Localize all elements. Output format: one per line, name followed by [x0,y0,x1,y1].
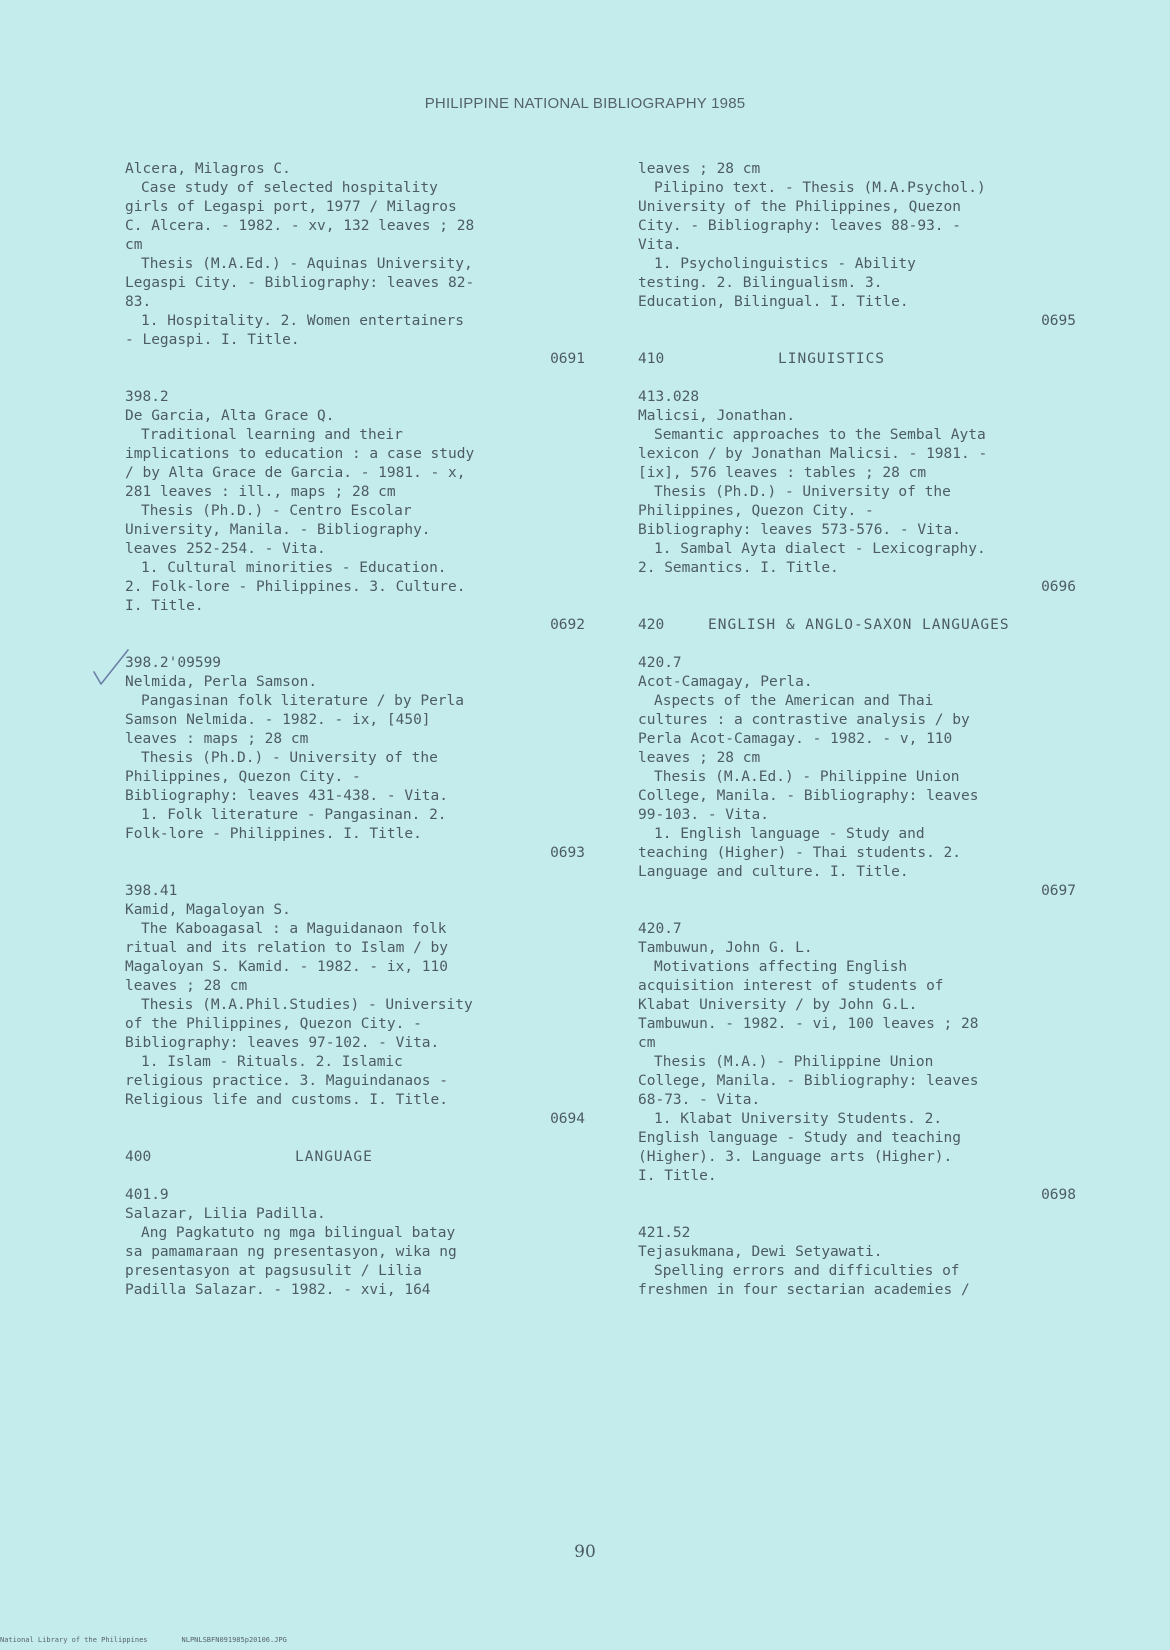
entry-number: 0697 [1041,883,1076,899]
entry-line: leaves : maps ; 28 cm [125,731,309,747]
entry-line: acquisition interest of students of [638,978,944,994]
section-number: 410 [638,351,665,367]
entry-line: De Garcia, Alta Grace Q. [125,408,335,424]
entry-line: 1. Folk literature - Pangasinan. 2. [141,807,447,823]
entry-line: English language - Study and teaching [638,1130,962,1146]
entry-number: 0691 [550,351,585,367]
entry-line: leaves ; 28 cm [638,750,761,766]
entry-line: sa pamamaraan ng presentasyon, wika ng [125,1244,457,1260]
entry-line: Philippines, Quezon City. - [125,769,361,785]
entry-line: University of the Philippines, Quezon [638,199,962,215]
entry-line: Spelling errors and difficulties of [654,1263,960,1279]
entry-line: 398.41 [125,883,178,899]
entry-line: Alcera, Milagros C. [125,161,291,177]
entry-line: Perla Acot-Camagay. - 1982. - v, 110 [638,731,953,747]
entry-line: Semantic approaches to the Sembal Ayta [654,427,986,443]
entry-line: I. Title. [638,1168,717,1184]
entry-line: C. Alcera. - 1982. - xv, 132 leaves ; 28 [125,218,475,234]
entry-line: 1. Klabat University Students. 2. [654,1111,943,1127]
entry-line: Thesis (Ph.D.) - University of the [141,750,438,766]
entry-line: Samson Nelmida. - 1982. - ix, [450] [125,712,431,728]
entry-line: Language and culture. I. Title. [638,864,909,880]
entry-line: 1. Sambal Ayta dialect - Lexicography. [654,541,986,557]
entry-line: (Higher). 3. Language arts (Higher). [638,1149,953,1165]
entry-line: 401.9 [125,1187,169,1203]
entry-line: Bibliography: leaves 97-102. - Vita. [125,1035,440,1051]
entry-line: Pangasinan folk literature / by Perla [141,693,465,709]
entry-line: 1. English language - Study and [654,826,925,842]
entry-number: 0695 [1041,313,1076,329]
entry-line: Thesis (M.A.) - Philippine Union [654,1054,934,1070]
entry-line: Bibliography: leaves 431-438. - Vita. [125,788,449,804]
entry-line: Thesis (Ph.D.) - University of the [654,484,951,500]
entry-line: Bibliography: leaves 573-576. - Vita. [638,522,962,538]
entry-line: 99-103. - Vita. [638,807,769,823]
entry-line: Tambuwun. - 1982. - vi, 100 leaves ; 28 [638,1016,979,1032]
section-number: 420 [638,617,665,633]
entry-line: 421.52 [638,1225,691,1241]
entry-line: 413.028 [638,389,700,405]
entry-line: implications to education : a case study [125,446,475,462]
spacer [638,331,1076,350]
entry-line: of the Philippines, Quezon City. - [125,1016,422,1032]
entry-line: 83. [125,294,152,310]
section-title: LANGUAGE [295,1149,373,1165]
entry-line: cm [638,1035,656,1051]
entry-line: 420.7 [638,655,682,671]
spacer [638,597,1076,616]
entry-line: Thesis (M.A.Ed.) - Aquinas University, [141,256,473,272]
entry-line: 2. Folk-lore - Philippines. 3. Culture. [125,579,466,595]
section-heading [638,350,1076,369]
entry-line: cm [125,237,143,253]
entry-line: Acot-Camagay, Perla. [638,674,813,690]
entry-line: Magaloyan S. Kamid. - 1982. - ix, 110 [125,959,449,975]
section-heading [638,616,1076,635]
entry-line: cultures : a contrastive analysis / by [638,712,970,728]
entry-line: 1. Psycholinguistics - Ability [654,256,916,272]
entry-line: University, Manila. - Bibliography. [125,522,431,538]
entry-line: Folk-lore - Philippines. I. Title. [125,826,422,842]
section-heading [125,1148,585,1167]
entry-line: Thesis (Ph.D.) - Centro Escolar [141,503,412,519]
entry-line: girls of Legaspi port, 1977 / Milagros [125,199,457,215]
entry-line: 420.7 [638,921,682,937]
entry-line: Vita. [638,237,682,253]
spacer [638,1205,1076,1224]
entry-line: I. Title. [125,598,204,614]
entry-line: Kamid, Magaloyan S. [125,902,291,918]
spacer [638,635,1076,654]
entry-number: 0696 [1041,579,1076,595]
entry-line: City. - Bibliography: leaves 88-93. - [638,218,962,234]
page-header: PHILIPPINE NATIONAL BIBLIOGRAPHY 1985 [424,95,746,112]
entry-line: Tejasukmana, Dewi Setyawati. [638,1244,883,1260]
section-title: LINGUISTICS [778,351,886,367]
spacer [125,1129,585,1148]
entry-line: Legaspi City. - Bibliography: leaves 82- [125,275,475,291]
entry-line: leaves ; 28 cm [125,978,248,994]
spacer [638,901,1076,920]
left-column [125,160,585,1300]
entry-line: religious practice. 3. Maguindanaos - [125,1073,449,1089]
spacer [638,369,1076,388]
entry-line: College, Manila. - Bibliography: leaves [638,788,979,804]
section-title: ENGLISH & ANGLO-SAXON LANGUAGES [708,617,1010,633]
entry-line: lexicon / by Jonathan Malicsi. - 1981. - [638,446,988,462]
entry-line: teaching (Higher) - Thai students. 2. [638,845,962,861]
entry-line: ritual and its relation to Islam / by [125,940,449,956]
entry-line: Pilipino text. - Thesis (M.A.Psychol.) [654,180,986,196]
entry-line: 1. Hospitality. 2. Women entertainers [141,313,465,329]
entry-line: leaves 252-254. - Vita. [125,541,326,557]
entry-line: leaves ; 28 cm [638,161,761,177]
spacer [125,635,585,654]
entry-line: Philippines, Quezon City. - [638,503,874,519]
entry-line: College, Manila. - Bibliography: leaves [638,1073,979,1089]
entry-line: Salazar, Lilia Padilla. [125,1206,326,1222]
footer-file-id: NLPNLSBFN091985p20106.JPG [181,1636,287,1644]
entry-line: Ang Pagkatuto ng mga bilingual batay [141,1225,456,1241]
spacer [125,369,585,388]
entry-number: 0694 [550,1111,585,1127]
entry-line: Nelmida, Perla Samson. [125,674,318,690]
entry-line: Motivations affecting English [654,959,908,975]
entry-line: 398.2'09599 [125,655,222,671]
entry-line: Case study of selected hospitality [141,180,438,196]
entry-line: presentasyon at pagsusulit / Lilia [125,1263,422,1279]
entry-line: The Kaboagasal : a Maguidanaon folk [141,921,447,937]
footer-institution: National Library of the Philippines [0,1636,148,1644]
spacer [125,1167,585,1186]
entry-line: Malicsi, Jonathan. [638,408,796,424]
entry-line: Traditional learning and their [141,427,403,443]
entry-line: Klabat University / by John G.L. [638,997,918,1013]
entry-line: Aspects of the American and Thai [654,693,934,709]
entry-number: 0698 [1041,1187,1076,1203]
entry-line: 398.2 [125,389,169,405]
entry-line: - Legaspi. I. Title. [125,332,300,348]
entry-line: Thesis (M.A.Phil.Studies) - University [141,997,473,1013]
entry-line: 1. Islam - Rituals. 2. Islamic [141,1054,403,1070]
entry-line: Tambuwun, John G. L. [638,940,813,956]
entry-line: / by Alta Grace de Garcia. - 1981. - x, [125,465,466,481]
entry-line: 281 leaves : ill., maps ; 28 cm [125,484,396,500]
entry-number: 0692 [550,617,585,633]
entry-number: 0693 [550,845,585,861]
entry-line: Religious life and customs. I. Title. [125,1092,449,1108]
footer-credit [0,1636,321,1644]
right-column [638,160,1076,1300]
entry-line: 2. Semantics. I. Title. [638,560,839,576]
entry-line: [ix], 576 leaves : tables ; 28 cm [638,465,927,481]
entry-line: freshmen in four sectarian academies / [638,1282,970,1298]
spacer [125,863,585,882]
section-number: 400 [125,1149,152,1165]
entry-line: 68-73. - Vita. [638,1092,761,1108]
checkmark-icon [92,648,132,688]
entry-line: 1. Cultural minorities - Education. [141,560,447,576]
entry-line: Padilla Salazar. - 1982. - xvi, 164 [125,1282,431,1298]
entry-line: Education, Bilingual. I. Title. [638,294,909,310]
entry-line: testing. 2. Bilingualism. 3. [638,275,883,291]
entry-line: Thesis (M.A.Ed.) - Philippine Union [654,769,960,785]
page-number: 90 [574,1542,596,1562]
